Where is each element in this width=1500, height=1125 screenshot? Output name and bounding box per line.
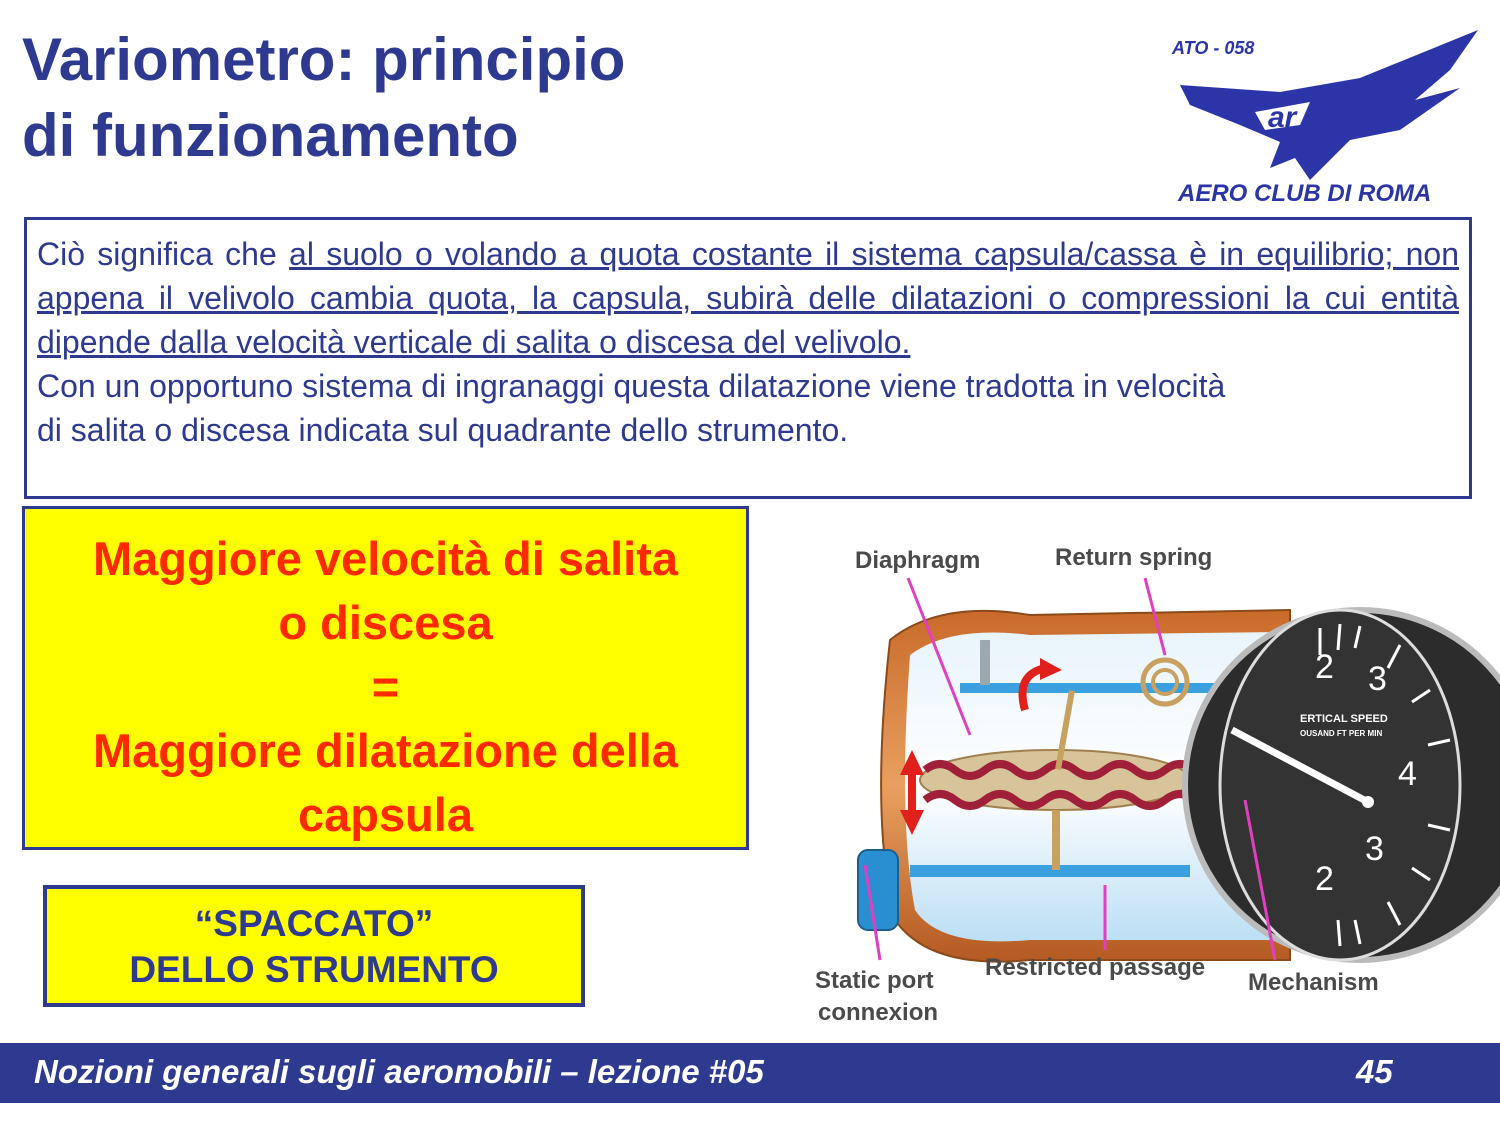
caption-line-1: “SPACCATO”: [194, 903, 434, 944]
highlight-line-3: =: [371, 660, 400, 713]
title-line-2: di funzionamento: [22, 102, 519, 169]
dial-number-2-bottom: 2: [1315, 860, 1334, 898]
dial-label-2: OUSAND FT PER MIN: [1300, 729, 1383, 738]
description-box: [24, 217, 1472, 499]
title-line-1: Variometro: principio: [22, 26, 626, 93]
description-lead: Ciò significa che: [37, 236, 290, 272]
description-p2-line-2: di salita o discesa indicata sul quadrante dello strumento.: [37, 412, 849, 448]
variometer-cutaway-diagram: [800, 520, 1500, 1030]
footer-bar: [0, 1043, 1500, 1103]
label-mechanism: Mechanism: [1248, 969, 1379, 996]
description-p2-line-1: Con un opportuno sistema di ingranaggi questa dilatazione viene tradotta in velocità: [37, 368, 1226, 404]
footer-text: Nozioni generali sugli aeromobili – lezione #05: [34, 1053, 764, 1090]
dial-number-3-top: 3: [1368, 660, 1387, 698]
static-port: [858, 850, 898, 930]
logo-code: ATO - 058: [1172, 38, 1255, 58]
description-paragraph-2: [37, 364, 1459, 452]
dial-number-3-bottom: 3: [1365, 830, 1384, 868]
lower-pipe: [910, 865, 1190, 877]
label-restricted-passage: Restricted passage: [985, 954, 1206, 981]
svg-text:ar: ar: [1268, 101, 1297, 134]
dial-label-1: ERTICAL SPEED: [1300, 713, 1388, 725]
aero-club-logo: [1160, 30, 1490, 210]
highlight-line-2: o discesa: [278, 596, 493, 649]
dial-number-4: 4: [1398, 755, 1417, 793]
caption-line-2: DELLO STRUMENTO: [129, 949, 499, 990]
label-diaphragm: Diaphragm: [855, 547, 981, 574]
page-title: [22, 22, 822, 174]
label-static-port-1: Static port: [815, 967, 934, 994]
label-static-port-2: connexion: [818, 999, 939, 1026]
highlight-line-1: Maggiore velocità di salita: [92, 532, 679, 585]
page-number: 45: [1356, 1053, 1393, 1090]
dial-number-2-top: 2: [1315, 648, 1334, 686]
label-return-spring: Return spring: [1055, 544, 1213, 571]
highlight-box: [22, 506, 749, 850]
caption-box: [43, 885, 585, 1007]
description-paragraph-1: [37, 232, 1459, 364]
logo-name: AERO CLUB DI ROMA: [1178, 180, 1432, 207]
highlight-line-5: capsula: [297, 788, 474, 841]
highlight-line-4: Maggiore dilatazione della: [93, 724, 678, 777]
description-underlined: al suolo o volando a quota costante il sistema capsula/cassa è in equilibrio; non appena il velivolo cambia quota, la capsula, subirà delle dilatazioni o compressioni la cui entità dipende dalla velocità verticale di salita o discesa del velivolo.: [37, 236, 1460, 360]
